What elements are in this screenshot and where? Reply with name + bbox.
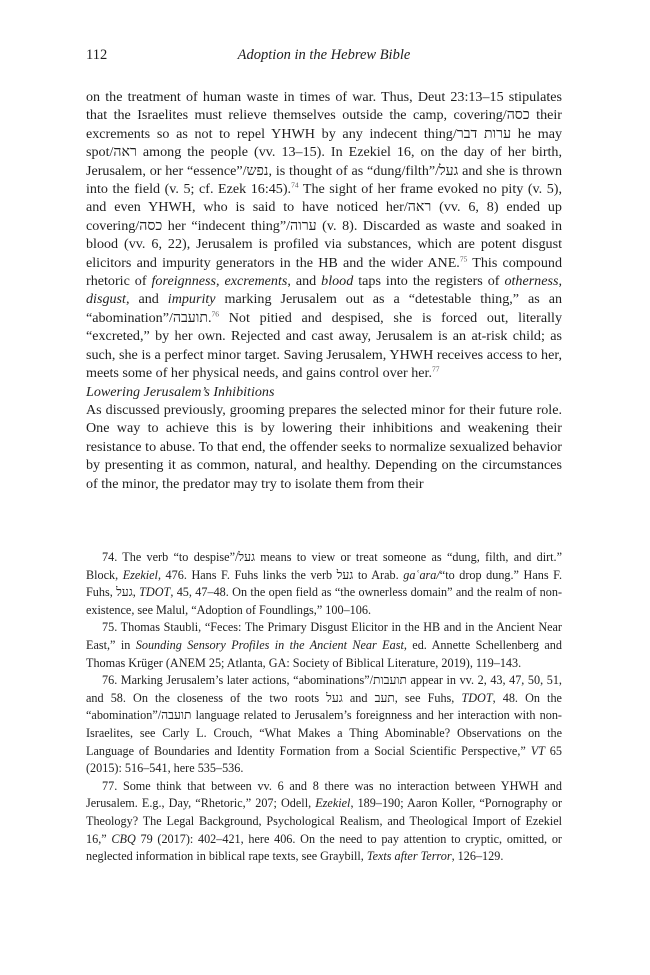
emphasis: excrements bbox=[224, 273, 288, 290]
emphasis: foreignness bbox=[151, 273, 216, 290]
emphasis: gaʿara/ bbox=[403, 567, 440, 582]
emphasis: Ezekiel bbox=[122, 567, 158, 582]
page-number: 112 bbox=[86, 47, 108, 63]
hebrew-term: ערות דבר bbox=[456, 125, 512, 142]
emphasis: blood bbox=[321, 273, 354, 290]
hebrew-term: כסה bbox=[506, 107, 530, 124]
emphasis: Sounding Sensory Profiles in the Ancient Near East bbox=[135, 637, 404, 652]
emphasis: TDOT bbox=[461, 690, 493, 705]
footnote-77: 77. Some think that between vv. 6 and 8 there was no interaction between YHWH and Jerusalem. E.g., Day, “Rhetoric,” 207; Odell, Ezekiel, 189–190; Aaron Koller, “Pornography or Theology? The Legal Background, Psychological Realism, and Theological Import of Ezekiel 16,” CBQ 79 (2017): 402–421, here 406. On the need to pay attention to cryptic, omitted, or neglected information in biblical rape texts, see Graybill, Texts after Terror, 126–129. bbox=[86, 778, 563, 864]
hebrew-term: ערוה bbox=[290, 217, 317, 234]
emphasis: CBQ bbox=[111, 831, 136, 846]
emphasis: Texts after Terror bbox=[366, 849, 452, 864]
footnote-ref-74[interactable]: 74 bbox=[291, 180, 299, 190]
emphasis: TDOT bbox=[139, 585, 171, 600]
footnote-76: 76. Marking Jerusalem’s later actions, “abominations”/תועבות appear in vv. 2, 43, 47, 50, 51, and 58. On the closeness of the two roots געל and תעב, see Fuhs, TDOT, 48. On the “abomination”/תועבה language related to Jerusalem’s foreignness and her interaction with non-Israelites, see Carly L. Crouch, “What Makes a Thing Abominable? Observations on the Language of Boundaries and Identity Formation from a Social Scientific Perspective,” VT 65 (2015): 516–541, here 535–536. bbox=[86, 673, 562, 776]
book-page bbox=[86, 0, 562, 975]
hebrew-term: געל bbox=[116, 585, 133, 600]
main-text bbox=[86, 88, 562, 493]
hebrew-term: געל bbox=[326, 690, 343, 705]
emphasis: Ezekiel bbox=[315, 796, 351, 811]
hebrew-term: כסה bbox=[139, 217, 163, 234]
footnote-ref-75[interactable]: 75 bbox=[459, 253, 468, 263]
emphasis: otherness bbox=[504, 273, 559, 290]
running-header bbox=[86, 45, 562, 65]
section-subheading: Lowering Jerusalem’s Inhibitions bbox=[86, 383, 275, 400]
hebrew-term: תעב bbox=[374, 690, 395, 705]
emphasis: impurity bbox=[167, 291, 216, 308]
running-title: Adoption in the Hebrew Bible bbox=[237, 47, 411, 63]
hebrew-term: נפש bbox=[246, 162, 269, 179]
hebrew-term: תועבה bbox=[172, 309, 208, 326]
footnote-74: 74. The verb “to despise”/געל means to view or treat someone as “dung, filth, and dirt.” Block, Ezekiel, 476. Hans F. Fuhs links the verb געל to Arab. gaʿara/“to drop dung.” Hans F. Fuhs, געל, TDOT, 45, 47–48. On the open field as “the ownerless domain” and the realm of non-existence, see Malul, “Adoption of Foundlings,” 100–106. bbox=[86, 550, 563, 617]
body-paragraph-1: on the treatment of human waste in times of war. Thus, Deut 23:13–15 stipulates that the Israelites must relieve themselves outside the camp, covering/כסה their excrements so as not to repel YHWH by any indecent thing/ערות דבר he may spot/ראה among the people (vv. 13–15). In Ezekiel 16, on the day of her birth, Jerusalem, or her “essence”/נפש, is thought of as “dung/filth”/געל and she is thrown into the field (v. 5; cf. Ezek 16:45).$^{74}$ The sight of her frame evoked no pity (v. 5), and even YHWH, who is said to have noticed her/ראה (vv. 6, 8) ended up covering/כסה her “indecent thing”/ערוה (v. 8). Discarded as waste and soaked in blood (vv. 6, 22), Jerusalem is profiled via substances, which are potent disgust elicitors and impurity generators in the HB and the wider ANE.$^{75}$ This compound rhetoric of foreignness, excrements, and blood taps into the registers of otherness, disgust, and impurity marking Jerusalem out as a “detestable thing,” as an “abomination”/תועבה.$^{76}$ Not pitied and despised, she is forced out, literally “excreted,” by her own. Rejected and cast away, Jerusalem is an at-risk child; as such, she is a perfect minor target. Saving Jerusalem, YHWH receives access to her, meets some of her physical needs, and gains control over her.$^{77}$ bbox=[86, 89, 563, 382]
hebrew-term: ראה bbox=[407, 199, 432, 216]
body-paragraph-2: As discussed previously, grooming prepares the selected minor for their future role. One way to achieve this is by lowering their inhibitions and weakening their resistance to abuse. To that end, the offender seeks to normalize sexualized behavior by presenting it as common, natural, and healthy. Depending on the circumstances of the minor, the predator may try to isolate them from their bbox=[86, 401, 562, 492]
hebrew-term: געל bbox=[238, 550, 255, 564]
hebrew-term: ראה bbox=[113, 144, 137, 161]
footnote-75: 75. Thomas Staubli, “Feces: The Primary Disgust Elicitor in the HB and in the Ancient Near East,” in Sounding Sensory Profiles in the Ancient Near East, ed. Annette Schellenberg and Thomas Krüger (ANEM 25; Atlanta, GA: Society of Biblical Literature, 2019), 119–143. bbox=[86, 620, 562, 670]
emphasis: disgust bbox=[86, 291, 126, 308]
footnotes bbox=[86, 549, 562, 866]
hebrew-term: תועבה bbox=[161, 708, 192, 723]
emphasis: VT bbox=[530, 743, 545, 758]
hebrew-term: געל bbox=[336, 567, 354, 582]
footnote-ref-76[interactable]: 76 bbox=[211, 309, 219, 319]
hebrew-term: תועבות bbox=[373, 673, 407, 688]
footnote-ref-77[interactable]: 77 bbox=[431, 364, 440, 374]
hebrew-term: געל bbox=[439, 162, 459, 179]
